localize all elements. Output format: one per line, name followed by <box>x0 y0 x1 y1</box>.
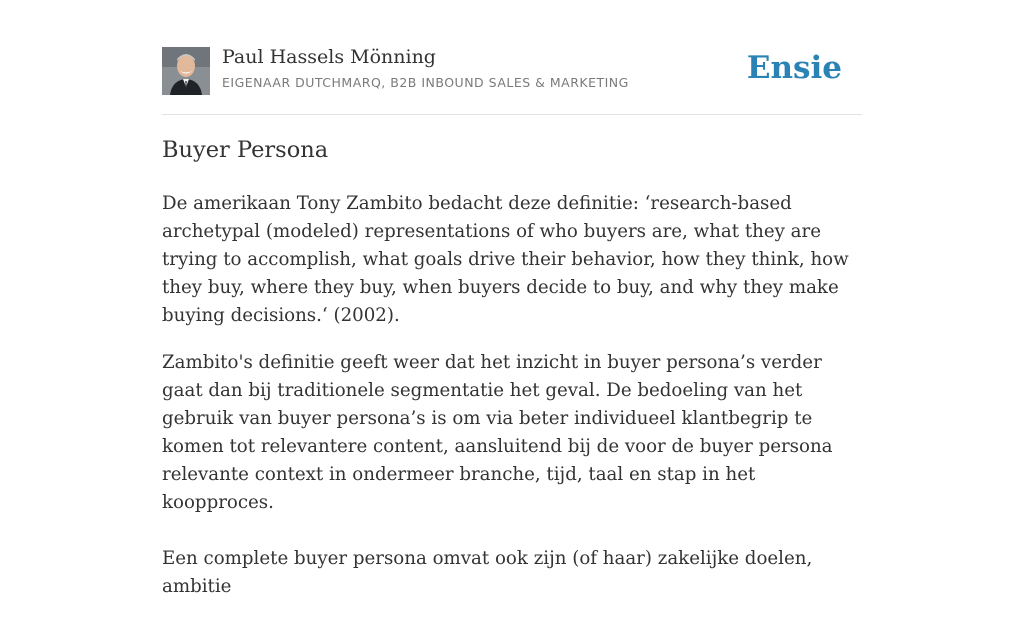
author-name[interactable]: Paul Hassels Mönning <box>222 46 436 68</box>
article-body <box>162 190 867 620</box>
article-title: Buyer Persona <box>162 137 329 163</box>
person-portrait-icon <box>162 47 210 95</box>
author-title: EIGENAAR DUTCHMARQ, B2B INBOUND SALES & MARKETING <box>222 75 629 90</box>
article-paragraph: Een complete buyer persona omvat ook zijn (of haar) zakelijke doelen, ambitie <box>162 548 813 597</box>
author-avatar[interactable] <box>162 47 210 95</box>
article-paragraph: De amerikaan Tony Zambito bedacht deze definitie: ‘research-based archetypal (modeled) representations of who buyers are, what they are trying to accomplish, what goals drive their behavior, how they think, how they buy, where they buy, when buyers decide to buy, and why they make buying decisions.‘ (2002). <box>162 193 849 326</box>
brand-logo[interactable]: Ensie <box>746 50 842 86</box>
article-paragraph: Zambito's definitie geeft weer dat het inzicht in buyer persona’s verder gaat dan bij traditionele segmentatie het geval. De bedoeling van het gebruik van buyer persona’s is om via beter individueel klantbegrip te komen tot relevantere content, aansluitend bij de voor de buyer persona relevante context in ondermeer branche, tijd, taal en stap in het koopproces. <box>162 352 833 513</box>
author-header <box>162 46 862 115</box>
